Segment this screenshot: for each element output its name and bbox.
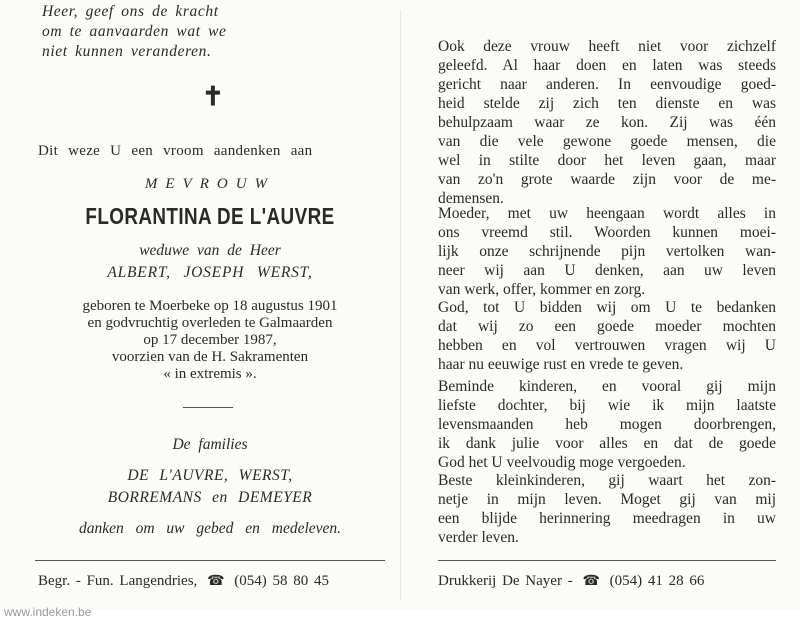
text-line: dat wij zo een goede moeder mochten bbox=[438, 318, 776, 335]
text-line: ons vreemd stil. Woorden kunnen moei- bbox=[438, 224, 776, 241]
paragraph bbox=[438, 298, 776, 374]
text-line: heid stelde zij zich ten dienste en was bbox=[438, 95, 776, 112]
funeral-home-footer bbox=[38, 573, 329, 590]
detail-line: geboren te Moerbeke op 18 augustus 1901 bbox=[82, 298, 338, 314]
text-line: hebben en vol vertrouwen vragen wij U bbox=[438, 337, 776, 354]
short-rule bbox=[183, 407, 233, 408]
widow-text: weduwe van de Heer bbox=[139, 242, 281, 259]
family-line: DE L'AUVRE, WERST, bbox=[127, 467, 293, 484]
detail-line: « in extremis ». bbox=[163, 366, 257, 382]
detail-line: voorzien van de H. Sakramenten bbox=[111, 349, 309, 365]
motto-line: om te aanvaarden wat we bbox=[42, 23, 227, 40]
families-list bbox=[30, 465, 390, 509]
phone-icon: ☎ bbox=[582, 574, 600, 589]
funeral-home-name: Begr. - Fun. Langendries, bbox=[38, 573, 198, 589]
printer-name: Drukkerij De Nayer - bbox=[438, 573, 573, 589]
footer-rule bbox=[438, 560, 776, 561]
text-line: Beste kleinkinderen, gij waart het zon- bbox=[438, 472, 776, 489]
text-line: netje in mijn leven. Moget gij van mij bbox=[438, 491, 776, 508]
motto-line: niet kunnen veranderen. bbox=[42, 43, 212, 60]
title-mevrouw: MEVROUW bbox=[144, 176, 276, 192]
text-line: van werk, offer, kommer en zorg. bbox=[438, 281, 646, 298]
text-line: God het U veelvoudig moge vergoeden. bbox=[438, 454, 686, 471]
text-line: neer wij aan U denken, aan uw leven bbox=[438, 262, 776, 279]
text-line: verder leven. bbox=[438, 529, 519, 546]
detail-line: en godvruchtig overleden te Galmaarden bbox=[87, 315, 333, 331]
text-line: behulpzaam waar ze kon. Zij was één bbox=[438, 114, 776, 131]
text-line: Moeder, met uw heengaan wordt alles in bbox=[438, 205, 776, 222]
paragraph bbox=[438, 37, 776, 208]
husband-name: ALBERT, JOSEPH WERST, bbox=[107, 264, 313, 281]
text-line: lijk onze schrijnende pijn vertolken wan- bbox=[438, 243, 776, 260]
text-line: geleefd. Al haar doen en laten was steeds bbox=[438, 57, 776, 74]
text-line: een blijde herinnering meedragen in uw bbox=[438, 510, 776, 527]
text-line: gericht naar anderen. In eenvoudige goed- bbox=[438, 76, 776, 93]
paragraph bbox=[438, 204, 776, 299]
footer-rule bbox=[35, 560, 385, 561]
family-line: BORREMANS en DEMEYER bbox=[107, 489, 313, 506]
birth-death-details bbox=[30, 298, 390, 383]
text-line: God, tot U bidden wij om U te bedanken bbox=[438, 299, 776, 316]
text-line: van zo'n grote waarde zijn voor de me- bbox=[438, 171, 776, 188]
printer-phone: (054) 41 28 66 bbox=[609, 573, 705, 589]
watermark-url: www.indeken.be bbox=[4, 605, 92, 619]
prayer-motto bbox=[42, 2, 227, 62]
families-heading: De families bbox=[172, 436, 248, 453]
text-line: levensmaanden heb mogen doorbrengen, bbox=[438, 416, 776, 433]
text-line: demensen. bbox=[438, 190, 504, 207]
thanks-text: danken om uw gebed en medeleven. bbox=[78, 520, 342, 537]
text-line: haar nu eeuwige rust en vrede te geven. bbox=[438, 356, 684, 373]
phone-icon: ☎ bbox=[207, 574, 225, 589]
cross-icon: ✝ bbox=[202, 82, 224, 111]
fold-divider bbox=[400, 10, 401, 600]
paragraph bbox=[438, 377, 776, 472]
text-line: ik dank julie voor alles en dat de goede bbox=[438, 435, 776, 452]
text-line: liefste dochter, bij wie ik mijn laatste bbox=[438, 397, 776, 414]
intro-text: Dit weze U een vroom aandenken aan bbox=[38, 143, 313, 159]
detail-line: op 17 december 1987, bbox=[143, 332, 277, 348]
text-line: Ook deze vrouw heeft niet voor zichzelf bbox=[438, 38, 776, 55]
motto-line: Heer, geef ons de kracht bbox=[42, 3, 219, 20]
text-line: wel in stilte door het leven gaan, maar bbox=[438, 152, 776, 169]
text-line: van die vele gewone goede mensen, die bbox=[438, 133, 776, 150]
deceased-name: FLORANTINA DE L'AUVRE bbox=[85, 203, 335, 229]
paragraph bbox=[438, 471, 776, 547]
printer-footer bbox=[438, 573, 704, 590]
funeral-home-phone: (054) 58 80 45 bbox=[234, 573, 330, 589]
text-line: Beminde kinderen, en vooral gij mijn bbox=[438, 378, 776, 395]
